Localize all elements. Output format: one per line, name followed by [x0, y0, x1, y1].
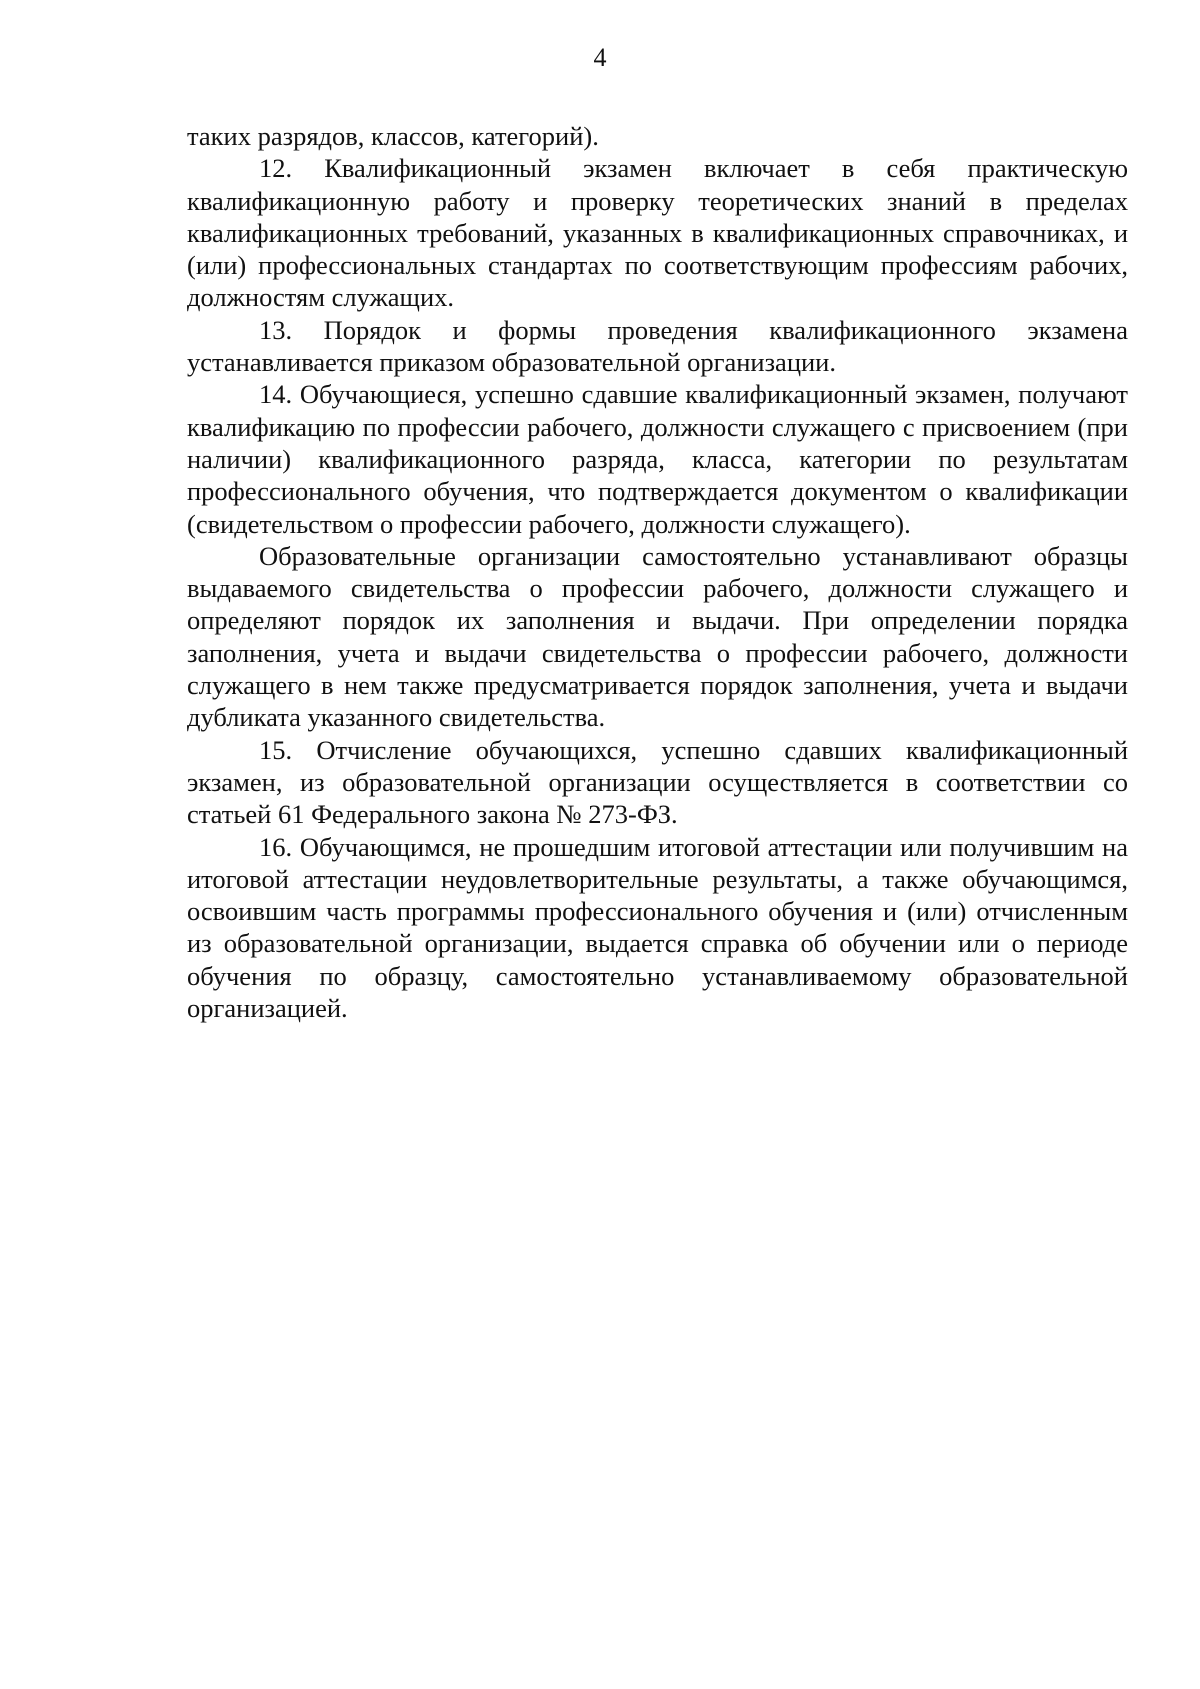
document-body [187, 120, 1128, 1024]
paragraph-item-14: 14. Обучающиеся, успешно сдавшие квалификационный экзамен, получают квалификацию по профессии рабочего, должности служащего с присвоением (при наличии) квалификационного разряда, класса, категории по результатам профессионального обучения, что подтверждается документом о квалификации (свидетельством о профессии рабочего, должности служащего). [187, 379, 1128, 539]
paragraph-continuation: таких разрядов, классов, категорий). [187, 121, 599, 151]
paragraph-certificate-forms: Образовательные организации самостоятельно устанавливают образцы выдаваемого свидетельства о профессии рабочего, должности служащего и определяют порядок их заполнения и выдачи. При определении порядка заполнения, учета и выдачи свидетельства о профессии рабочего, должности служащего в нем также предусматривается порядок заполнения, учета и выдачи дубликата указанного свидетельства. [187, 540, 1128, 733]
paragraph-item-12: 12. Квалификационный экзамен включает в себя практическую квалификационную работу и проверку теоретических знаний в пределах квалификационных требований, указанных в квалификационных справочниках, и (или) профессиональных стандартах по соответствующим профессиям рабочих, должностям служащих. [187, 153, 1128, 313]
paragraph-item-16: 16. Обучающимся, не прошедшим итоговой аттестации или получившим на итоговой аттестации неудовлетворительные результаты, а также обучающимся, освоившим часть программы профессионального обучения и (или) отчисленным из образовательной организации, выдается справка об обучении или о периоде обучения по образцу, самостоятельно устанавливаемому образовательной организацией. [187, 831, 1128, 1024]
paragraph-item-13: 13. Порядок и формы проведения квалификационного экзамена устанавливается приказом образовательной организации. [187, 314, 1128, 378]
page-number: 4 [593, 43, 607, 72]
paragraph-item-15: 15. Отчисление обучающихся, успешно сдавших квалификационный экзамен, из образовательной организации осуществляется в соответствии со статьей 61 Федерального закона № 273-ФЗ. [187, 734, 1128, 830]
